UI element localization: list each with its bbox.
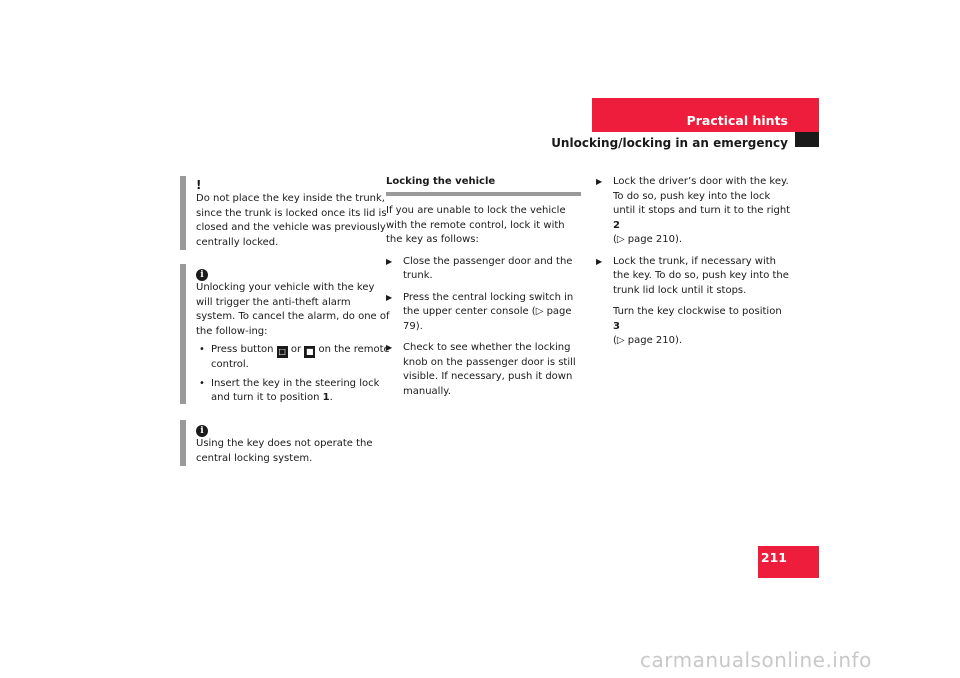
info-icon: i: [196, 422, 391, 437]
list-item: • Insert the key in the steering lock and turn it to position 1.: [196, 377, 391, 406]
step-item: ▶ Check to see whether the locking knob on the passenger door is still visible. If necessary, push it down manually.: [386, 341, 581, 399]
step-item: ▶ Close the passenger door and the trunk.: [386, 255, 581, 284]
header-marker: [795, 132, 819, 147]
warning-text: Do not place the key inside the trunk, since the trunk is locked once its lid is closed and the vehicle was previously centrally locked.: [196, 193, 387, 248]
info-note-central-locking: [180, 420, 391, 466]
lock-button-icon: ■: [306, 347, 314, 356]
right-steps: [596, 175, 791, 349]
alarm-cancel-list: [196, 343, 391, 406]
locking-section: [386, 175, 581, 399]
info-text: Using the key does not operate the central locking system.: [196, 438, 373, 464]
watermark: carmanualsonline.info: [640, 648, 872, 672]
intro-text: If you are unable to lock the vehicle with the remote control, lock it with the key as follows:: [386, 205, 566, 245]
subsection-title: Unlocking/locking in an emergency: [551, 136, 788, 150]
warning-note: [180, 176, 391, 250]
step-item: ▶ Lock the trunk, if necessary with the key. To do so, push key into the trunk lid lock until it stops.: [596, 255, 791, 299]
info-icon: i: [196, 266, 391, 281]
step-followup: Turn the key clockwise to position 3 (▷ page 210).: [613, 306, 782, 346]
list-item: • Press button □ or ■ on the remote control.: [196, 343, 391, 373]
step-item: ▶ Lock the driver’s door with the key. To do so, push key into the lock until it stops and turn it to the right 2 (▷ page 210).: [596, 175, 791, 248]
page-number: 211: [760, 550, 787, 565]
unlock-button-icon: □: [278, 347, 286, 356]
warning-icon: !: [196, 178, 202, 192]
info-note-alarm: [180, 264, 391, 404]
info-text: Unlocking your vehicle with the key will trigger the anti-theft alarm system. To cancel the alarm, do one of the follow-ing:: [196, 282, 390, 337]
section-title: Practical hints: [686, 113, 788, 128]
step-item: ▶ Press the central locking switch in the upper center console (▷ page 79).: [386, 291, 581, 335]
section-heading: Locking the vehicle: [386, 175, 581, 196]
